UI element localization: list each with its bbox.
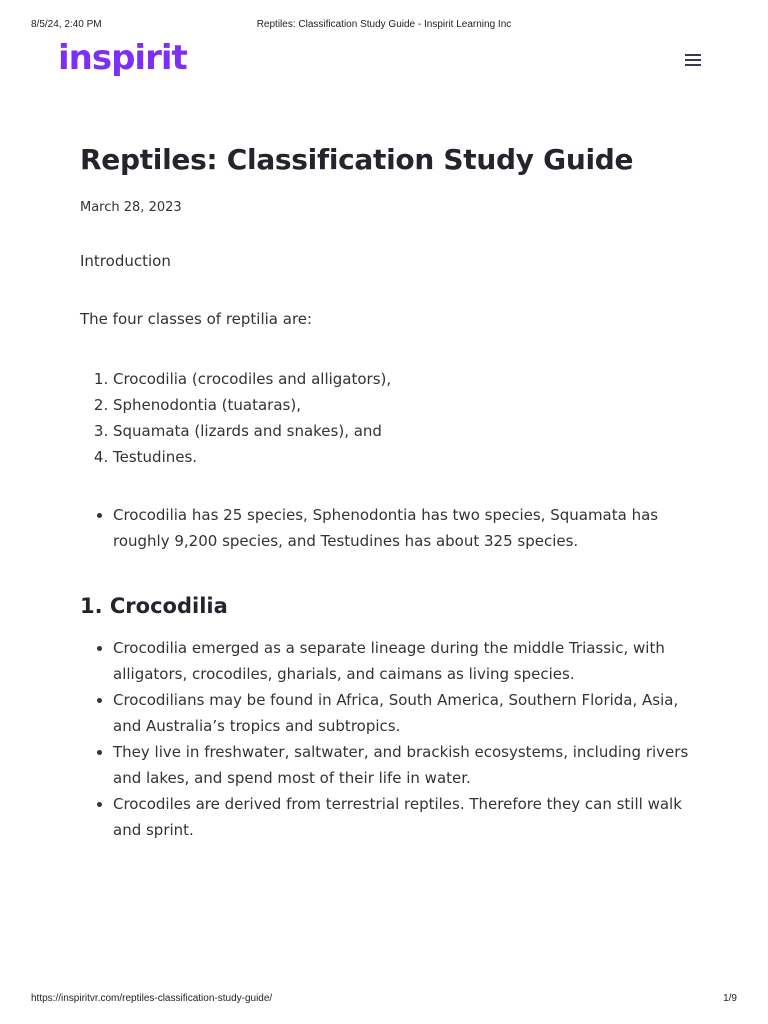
list-item: • Crocodilia emerged as a separate lineage during the middle Triassic, with alligators, crocodiles, gharials, and caimans as living species. [113,635,690,687]
list-item: • Crocodilians may be found in Africa, South America, Southern Florida, Asia, and Australia’s tropics and subtropics. [113,687,690,739]
print-page-title: Reptiles: Classification Study Guide - Inspirit Learning Inc [256,19,512,30]
print-footer [0,993,768,1007]
section-heading-crocodilia: 1. Crocodilia [80,594,228,618]
menu-bar [685,54,701,56]
classes-list [80,366,391,470]
crocodilia-list [80,635,690,843]
lead-paragraph: The four classes of reptilia are: [80,310,313,328]
site-logo[interactable]: inspirit [58,38,187,78]
list-item: • Crocodilia has 25 species, Sphenodontia has two species, Squamata has roughly 9,200 species, and Testudines has about 325 species. [113,502,690,554]
menu-bar [685,64,701,66]
intro-label: Introduction [80,252,171,270]
article-title: Reptiles: Classification Study Guide [80,143,634,176]
menu-bar [685,59,701,61]
article-date: March 28, 2023 [80,200,182,215]
article [80,140,690,839]
print-datetime: 8/5/24, 2:40 PM [31,19,102,30]
print-page-number: 1/9 [723,993,737,1004]
list-item: • They live in freshwater, saltwater, and brackish ecosystems, including rivers and lakes, and spend most of their life in water. [113,739,690,791]
print-url: https://inspiritvr.com/reptiles-classification-study-guide/ [31,993,273,1004]
hamburger-menu-icon[interactable] [685,54,701,66]
list-item: 4. Testudines. [113,444,391,470]
list-item: 1. Crocodilia (crocodiles and alligators), [113,366,391,392]
list-item: 2. Sphenodontia (tuataras), [113,392,391,418]
list-item: 3. Squamata (lizards and snakes), and [113,418,391,444]
species-list [80,502,690,554]
print-header [0,19,768,33]
list-item: • Crocodiles are derived from terrestrial reptiles. Therefore they can still walk and sprint. [113,791,690,843]
